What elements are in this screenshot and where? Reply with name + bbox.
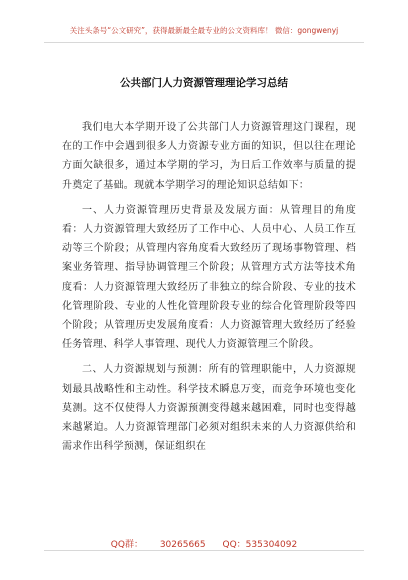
page-footer-contact: QQ群： 30265665 QQ：535304092 (110, 540, 298, 550)
document-title: 公共部门人力资源管理理论学习总结 (120, 77, 288, 89)
footer-divider (44, 550, 364, 551)
document-body (62, 118, 356, 462)
page-header-banner: 关注头条号“公文研究”，获得最新最全最专业的公文资料库！ 微信：gongwenyj (69, 26, 339, 35)
header-divider (44, 42, 364, 43)
paragraph-intro: 我们电大本学期开设了公共部门人力资源管理这门课程，现在的工作中会遇到很多人力资源专业方面的知识，但以往在理论方面欠缺很多，通过本学期的学习，为日后工作效率与质量的提升奠定了基础。现就本学期学习的理论知识总结如下： (62, 122, 356, 191)
paragraph-planning: 二、人力资源规划与预测：所有的管理职能中，人力资源规划最具战略性和主动性。科学技术瞬息万变，而竞争环境也变化莫测。这不仅使得人力资源预测变得越来越困难，同时也变得越来越紧迫。人力资源管理部门必须对组织未来的人力资源供给和需求作出科学预测，保证组织在 (62, 364, 356, 453)
paragraph-history: 一、人力资源管理历史背景及发展方面：从管理目的角度看：人力资源管理大致经历了工作中心、人员中心、人员工作互动等三个阶段；从管理内容角度看大致经历了现场事物管理、档案业务管理、指导协调管理三个阶段；从管理方式方法等技术角度看：人力资源管理大致经历了非独立的综合阶段、专业的技术化管理阶段、专业的人性化管理阶段专业的综合化管理阶段等四个阶段；从管理历史发展角度看：人力资源管理大致经历了经验任务管理、科学人事管理、现代人力资源管理三个阶段。 (62, 204, 356, 351)
